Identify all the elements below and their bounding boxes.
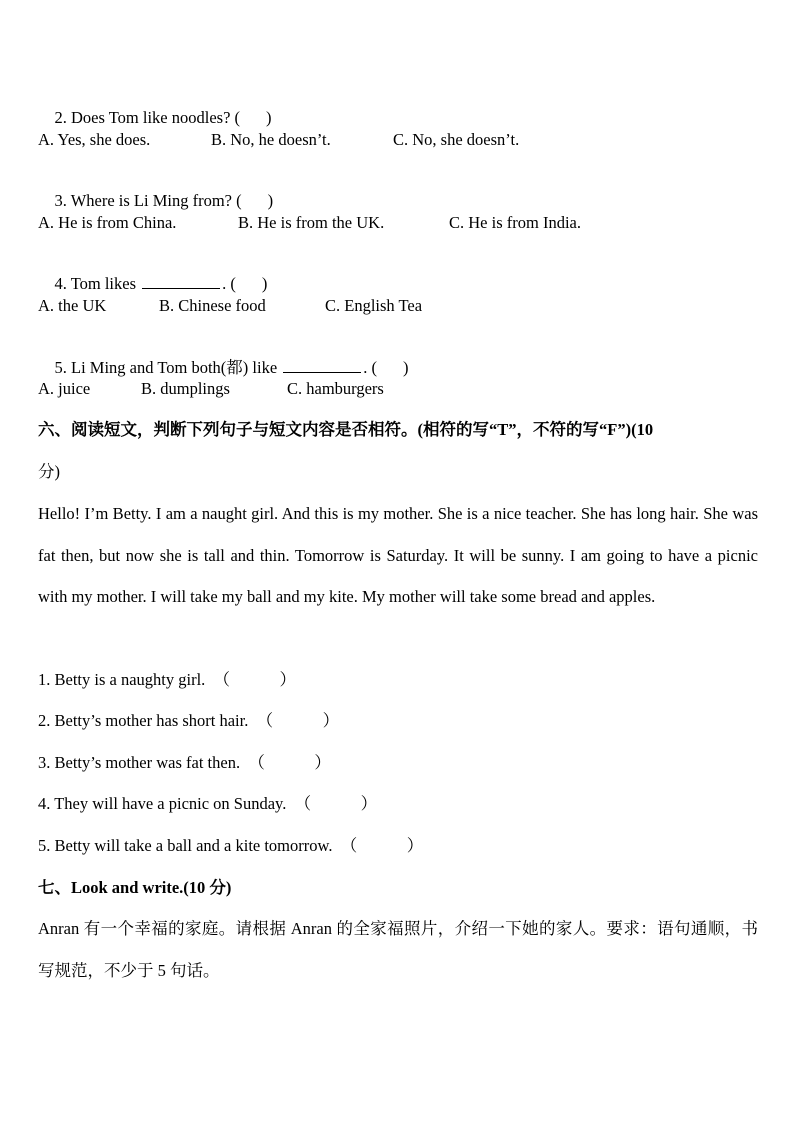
tf-item-4 — [38, 794, 377, 814]
tf-item-text: 5. Betty will take a ball and a kite tomorrow. — [38, 836, 333, 855]
tf-answer-paren: （ ） — [340, 836, 424, 855]
answer-blank — [283, 358, 361, 373]
tf-answer-paren: （ ） — [213, 670, 297, 689]
question-3-option-c: C. He is from India. — [449, 213, 581, 232]
tf-item-text: 1. Betty is a naughty girl. — [38, 670, 206, 689]
tf-item-text: 4. They will have a picnic on Sunday. — [38, 794, 287, 813]
question-4-stem-end: . ( — [222, 274, 236, 293]
question-3-option-b: B. He is from the UK. — [238, 213, 385, 232]
tf-answer-paren: （ ） — [256, 711, 340, 730]
tf-item-text: 3. Betty’s mother was fat then. — [38, 753, 241, 772]
question-3-option-a: A. He is from China. — [38, 213, 177, 232]
question-4-option-b: B. Chinese food — [159, 296, 266, 315]
question-2-option-b: B. No, he doesn’t. — [211, 130, 331, 149]
reading-passage: Hello! I’m Betty. I am a naught girl. And this is my mother. She is a nice teacher. She has long hair. She was fat then, but now she is tall and thin. Tomorrow is Saturday. It will be sunny. I am going to have a picnic with my mother. I will take my ball and my kite. My mother will take some bread and apples. — [38, 504, 758, 606]
section-7-heading: 七、Look and write.(10 分) — [38, 878, 232, 897]
question-5-option-b: B. dumplings — [141, 379, 230, 398]
question-2-close: ) — [266, 108, 272, 127]
question-5-stem: 5. Li Ming and Tom both(都) like — [54, 358, 278, 377]
question-5-close: ) — [403, 358, 409, 377]
question-2-option-a: A. Yes, she does. — [38, 130, 151, 149]
question-5-stem-end: . ( — [363, 358, 378, 377]
section-6-heading-cont: 分) — [38, 462, 60, 481]
tf-item-text: 2. Betty’s mother has short hair. — [38, 711, 249, 730]
tf-item-5 — [38, 836, 423, 856]
question-2-stem: 2. Does Tom like noodles? ( — [54, 108, 241, 127]
question-5-option-a: A. juice — [38, 379, 91, 398]
tf-item-2 — [38, 711, 339, 731]
question-4-close: ) — [261, 274, 268, 293]
tf-item-3 — [38, 753, 331, 773]
tf-answer-paren: （ ） — [294, 794, 378, 813]
question-5-option-c: C. hamburgers — [287, 379, 384, 398]
answer-blank — [142, 274, 220, 289]
tf-answer-paren: （ ） — [248, 753, 331, 772]
question-2-option-c: C. No, she doesn’t. — [393, 130, 520, 149]
question-4-stem: 4. Tom likes — [54, 274, 137, 293]
section-6-heading: 六、阅读短文，判断下列句子与短文内容是否相符。(相符的写“T”，不符的写“F”)(10 — [38, 420, 654, 439]
tf-item-1 — [38, 670, 296, 690]
question-3-close: ) — [267, 191, 274, 210]
question-4-option-c: C. English Tea — [325, 296, 423, 315]
question-4-option-a: A. the UK — [38, 296, 107, 315]
question-3-stem: 3. Where is Li Ming from? ( — [54, 191, 242, 210]
section-7-instruction: Anran 有一个幸福的家庭。请根据 Anran 的全家福照片，介绍一下她的家人。要求：语句通顺，书写规范，不少于 5 句话。 — [38, 919, 758, 980]
